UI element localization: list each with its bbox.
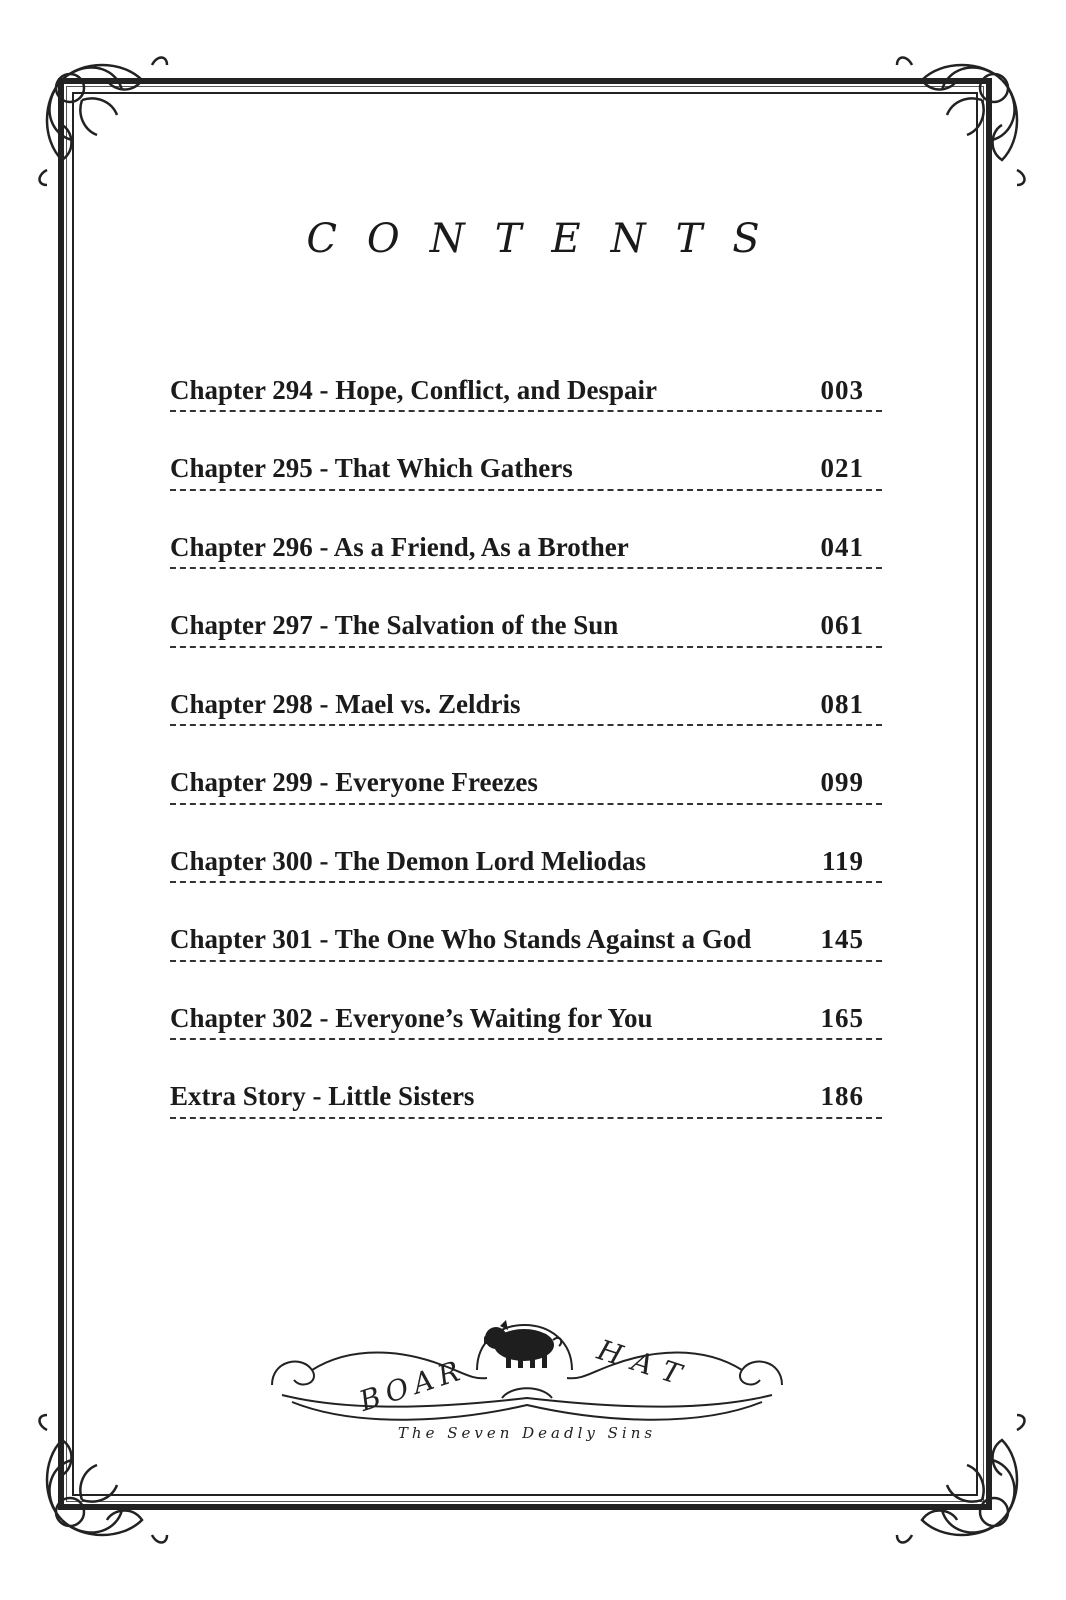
ornament-corner-top-right-icon	[892, 40, 1042, 190]
toc-page: 041	[820, 531, 864, 562]
toc-row[interactable]	[170, 910, 882, 989]
toc-row[interactable]	[170, 674, 882, 753]
page-title: CONTENTS	[306, 216, 790, 262]
toc-row[interactable]	[170, 596, 882, 675]
toc-row[interactable]	[170, 517, 882, 596]
toc-page: 165	[820, 1002, 864, 1033]
ornament-corner-bottom-left-icon	[22, 1410, 172, 1560]
toc-row[interactable]	[170, 360, 882, 439]
toc-label: Chapter 297 - The Salvation of the Sun	[170, 610, 619, 640]
toc-row[interactable]	[170, 988, 882, 1067]
toc-page: 099	[820, 767, 864, 797]
ornament-corner-top-left-icon	[22, 40, 172, 190]
toc-row[interactable]	[170, 439, 882, 518]
toc-label: Chapter 296 - As a Friend, As a Brother	[170, 531, 629, 562]
toc-page: 081	[820, 688, 864, 719]
toc-label: Chapter 300 - The Demon Lord Meliodas	[170, 845, 647, 876]
toc-row[interactable]	[170, 831, 882, 910]
toc-label: Chapter 302 - Everyone’s Waiting for You	[170, 1002, 653, 1033]
boar-hat-logo	[262, 1290, 792, 1470]
toc-row[interactable]	[170, 1067, 882, 1146]
toc-page: 003	[820, 374, 864, 405]
toc-label: Chapter 295 - That Which Gathers	[170, 453, 573, 483]
toc-label: Chapter 301 - The One Who Stands Against a God	[170, 924, 752, 954]
toc-page: 021	[820, 453, 864, 483]
toc-page: 145	[820, 924, 864, 954]
logo-subtitle: The Seven Deadly Sins	[397, 1424, 657, 1442]
toc-page: 186	[820, 1081, 864, 1111]
toc-page: 061	[820, 610, 864, 640]
logo-left-word: BOAR	[355, 1352, 470, 1418]
toc-label: Extra Story - Little Sisters	[170, 1081, 475, 1111]
toc-label: Chapter 294 - Hope, Conflict, and Despair	[170, 374, 658, 405]
ornament-corner-bottom-right-icon	[892, 1410, 1042, 1560]
pig-icon	[484, 1320, 561, 1368]
toc-page: 119	[821, 845, 864, 876]
logo-right-word: HAT	[593, 1333, 697, 1395]
toc-label: Chapter 298 - Mael vs. Zeldris	[170, 688, 521, 719]
table-of-contents	[170, 360, 882, 1145]
toc-label: Chapter 299 - Everyone Freezes	[170, 767, 538, 797]
toc-row[interactable]	[170, 753, 882, 832]
